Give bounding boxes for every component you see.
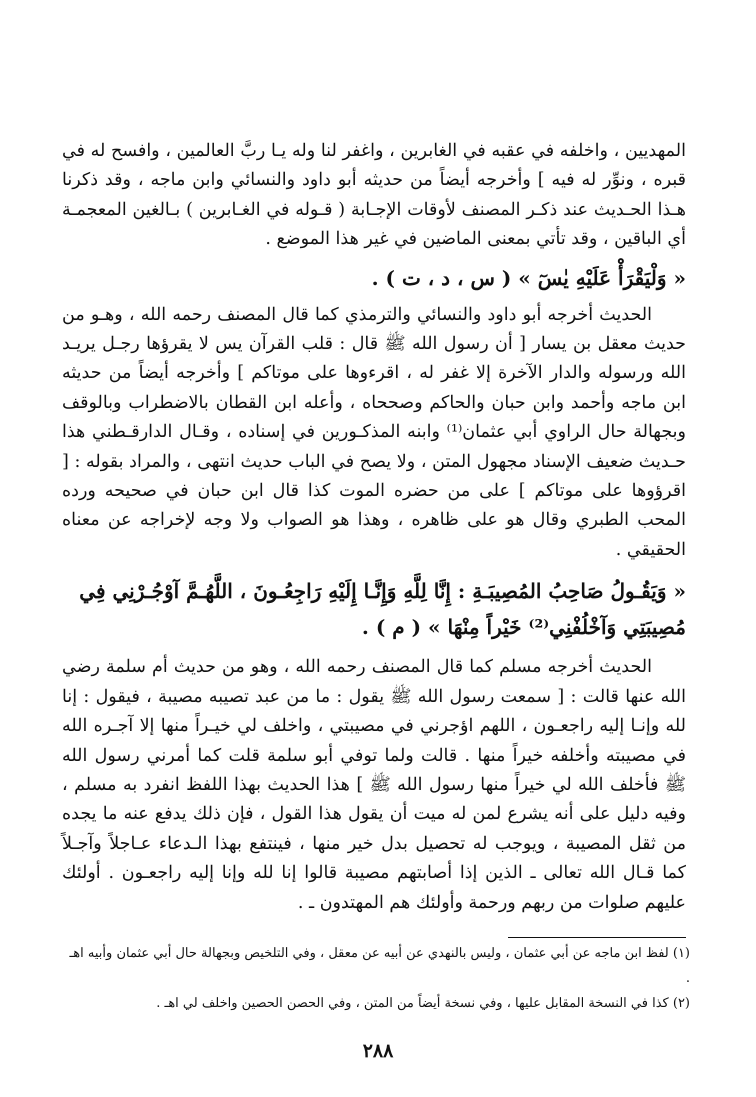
- hadith-quote-2: « وَيَقُـولُ صَاحِبُ المُصِيبَـةِ : إِنَّا لِلَّهِ وَإِنَّـا إِلَيْهِ رَاجِعُـونَ ، اللَّهُـمَّ آوْجُـرْنِي فِي مُصِيبَتِي وَآخْلُفْنِي⁽²⁾ خَيْراً مِنْهَا » ( م ) .: [79, 579, 686, 640]
- footnote-2: (٢) كذا في النسخة المقابل عليها ، وفي نسخة أيضاً من المتن ، وفي الحصن الحصين واخلف لي اهـ .: [156, 996, 690, 1011]
- main-text: [62, 137, 686, 918]
- hadith-quote-1: « وَلْيَقْرَأْ عَلَيْهِ يٰسٓ » ( س ، د ، ت ) .: [371, 265, 686, 290]
- paragraph-1: المهديين ، واخلفه في عقبه في الغابرين ، واغفر لنا وله يـا ربَّ العالمين ، وافسح له في قبره ، ونوِّر له فيه ] وأخرجه أيضاً من حديثه أبو داود والنسائي وابن ماجه ، وقد ذكرنا هـذا الحـديث عند ذكـر المصنف لأوقات الإجـابة ( قـوله في الغـابرين ) بـالغين المعجمـة أي الباقين ، وقد تأتي بمعنى الماضين في غير هذا الموضع .: [62, 141, 686, 250]
- paragraph-3: الحديث أخرجه مسلم كما قال المصنف رحمه الله ، وهو من حديث أم سلمة رضي الله عنها قالت : [ سمعت رسول الله ﷺ يقول : ما من عبد تصيبه مصيبة ، فيقول : إنا لله وإنـا إليه راجعـون ، اللهم اؤجرني في مصيبتي ، واخلف لي خيـراً منها إلا آجـره الله في مصيبته وأخلفه خيراً منها . قالت ولما توفي أبو سلمة قلت كما أمرني رسول الله ﷺ فأخلف الله لي خيراً منها رسول الله ﷺ ] هذا الحديث بهذا اللفظ انفرد به مسلم ، وفيه دليل على أنه يشرع لمن له ميت أن يقول هذا القول ، فإن ذلك يدفع عنه ما يجده من ثقل المصيبة ، ويوجب له تحصيل بدل خير منها ، فينتفع بهذا الـدعاء عـاجلاً وآجـلاً كما قـال الله تعالى ـ الذين إذا أصابتهم مصيبة قالوا إنا لله وإنا إليه راجعـون . أولئك عليهم صلوات من ربهم ورحمة وأولئك هم المهتدون ـ .: [62, 657, 686, 913]
- footnote-1: (١) لفظ ابن ماجه عن أبي عثمان ، وليس بالنهدي عن أبيه عن معقل ، وفي التلخيص وبجهالة حال أبي عثمان وأبيه اهـ .: [69, 946, 690, 986]
- paragraph-2: الحديث أخرجه أبو داود والنسائي والترمذي كما قال المصنف رحمه الله ، وهـو من حديث معقل بن يسار [ أن رسول الله ﷺ قال : قلب القرآن يس لا يقرؤها رجـل يريـد الله ورسوله والدار الآخرة إلا غفر له ، اقرءوها على موتاكم ] وأخرجه أيضاً من حديثه ابن ماجه وأحمد وابن حبان والحاكم وصححاه ، وأعله ابن القطان بالاضطراب وبالوقف وبجهالة حال الراوي أبي عثمان⁽¹⁾ وابنه المذكـورين في إسناده ، وقـال الدارقـطني هذا حـديث ضعيف الإسناد مجهول المتن ، ولا يصح في الباب حديث انتهى ، والمراد بقوله : [ اقرؤوها على موتاكم ] على من حضره الموت كذا قال ابن حبان في صحيحه ورده المحب الطبري وقال هو على ظاهره ، وهذا هو الصواب ولا وجه لإخراجه عن معناه الحقيقي .: [62, 304, 686, 560]
- footnotes: [62, 941, 690, 1016]
- page-number: ٢٨٨: [362, 1040, 394, 1062]
- footnote-divider: [508, 937, 686, 938]
